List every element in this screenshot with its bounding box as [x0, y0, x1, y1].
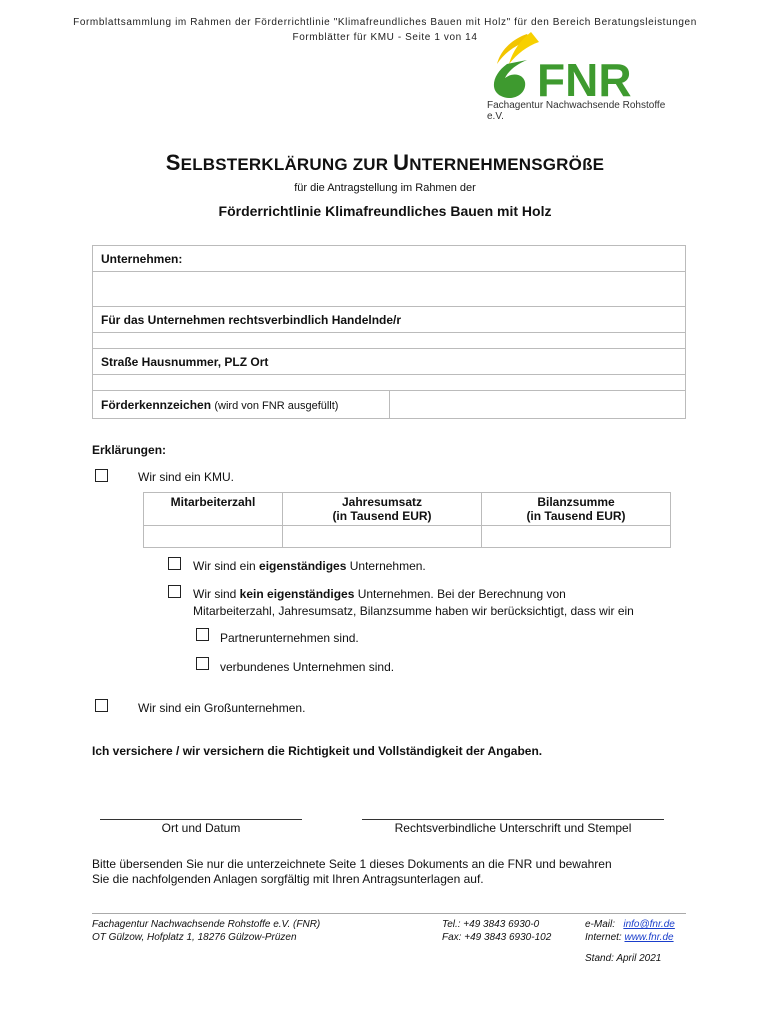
header-line-1: Formblattsammlung im Rahmen der Förderrichtlinie "Klimafreundliches Bauen mit Holz" für den Bereich Beratungsleistungen: [73, 17, 697, 28]
kmu-col-revenue: Jahresumsatz (in Tausend EUR): [283, 493, 482, 526]
footer-divider: [92, 913, 686, 914]
independent-checkbox[interactable]: [168, 557, 181, 570]
logo-subtitle: Fachagentur Nachwachsende Rohstoffe e.V.: [487, 100, 666, 122]
not-independent-checkbox[interactable]: [168, 585, 181, 598]
footer-fax: Fax: +49 3843 6930-102: [442, 932, 552, 943]
internet-link[interactable]: www.fnr.de: [624, 932, 674, 943]
email-link[interactable]: info@fnr.de: [623, 919, 675, 930]
place-date-line[interactable]: [100, 819, 302, 820]
large-company-checkbox[interactable]: [95, 699, 108, 712]
company-label: Unternehmen:: [93, 246, 686, 272]
kmu-label: Wir sind ein KMU.: [138, 470, 235, 484]
employees-field[interactable]: [144, 526, 283, 548]
page-title: SELBSTERKLÄRUNG ZUR UNTERNEHMENSGRÖßE: [165, 150, 605, 175]
declarations-heading: Erklärungen:: [92, 443, 167, 457]
funding-label: Förderkennzeichen: [101, 397, 212, 412]
kmu-col-balance: Bilanzsumme (in Tausend EUR): [482, 493, 671, 526]
funding-note: (wird von FNR ausgefüllt): [214, 399, 339, 412]
kmu-table: [143, 492, 671, 548]
large-company-label: Wir sind ein Großunternehmen.: [138, 701, 306, 715]
partner-checkbox[interactable]: [196, 628, 209, 641]
affiliated-label: verbundenes Unternehmen sind.: [220, 660, 395, 674]
funding-field[interactable]: [390, 391, 686, 419]
representative-label: Für das Unternehmen rechtsverbindlich Handelnde/r: [93, 307, 686, 333]
title-subline: für die Antragstellung im Rahmen der: [294, 182, 476, 194]
affiliated-checkbox[interactable]: [196, 657, 209, 670]
footer-org: Fachagentur Nachwachsende Rohstoffe e.V. (FNR): [92, 919, 321, 930]
independent-label: Wir sind ein eigenständiges Unternehmen.: [193, 559, 426, 573]
signature-label: Rechtsverbindliche Unterschrift und Stempel: [394, 821, 632, 835]
not-independent-label: Wir sind kein eigenständiges Unternehmen. Bei der Berechnung von: [193, 587, 566, 601]
address-label: Straße Hausnummer, PLZ Ort: [93, 349, 686, 375]
assurance-text: Ich versichere / wir versichern die Richtigkeit und Vollständigkeit der Angaben.: [92, 744, 543, 758]
logo-text: FNR: [537, 54, 632, 106]
footer-tel: Tel.: +49 3843 6930-0: [442, 919, 540, 930]
footer-internet: Internet: www.fnr.de: [585, 932, 674, 943]
logo-swoosh-icon: [494, 60, 527, 98]
footer-stand: Stand: April 2021: [585, 953, 662, 964]
representative-field[interactable]: [93, 333, 686, 349]
partner-label: Partnerunternehmen sind.: [220, 631, 359, 645]
notice-line-2: Sie die nachfolgenden Anlagen sorgfältig mit Ihren Antragsunterlagen auf.: [92, 872, 484, 886]
title-subtitle: Förderrichtlinie Klimafreundliches Bauen mit Holz: [218, 203, 552, 219]
funding-label-cell: [93, 391, 390, 419]
company-form: [92, 245, 686, 419]
header-line-2: Formblätter für KMU - Seite 1 von 14: [292, 32, 478, 43]
not-independent-label-line2: Mitarbeiterzahl, Jahresumsatz, Bilanzsumme haben wir berücksichtigt, dass wir ein: [193, 604, 634, 618]
company-field[interactable]: [93, 272, 686, 307]
balance-field[interactable]: [482, 526, 671, 548]
address-field[interactable]: [93, 375, 686, 391]
revenue-field[interactable]: [283, 526, 482, 548]
place-date-label: Ort und Datum: [161, 821, 241, 835]
footer-address: OT Gülzow, Hofplatz 1, 18276 Gülzow-Prüzen: [92, 932, 297, 943]
signature-line[interactable]: [362, 819, 664, 820]
kmu-checkbox[interactable]: [95, 469, 108, 482]
kmu-col-employees: Mitarbeiterzahl: [144, 493, 283, 526]
notice-line-1: Bitte übersenden Sie nur die unterzeichnete Seite 1 dieses Dokuments an die FNR und bewahren: [92, 857, 612, 871]
footer-email: e-Mail: info@fnr.de: [585, 919, 675, 930]
